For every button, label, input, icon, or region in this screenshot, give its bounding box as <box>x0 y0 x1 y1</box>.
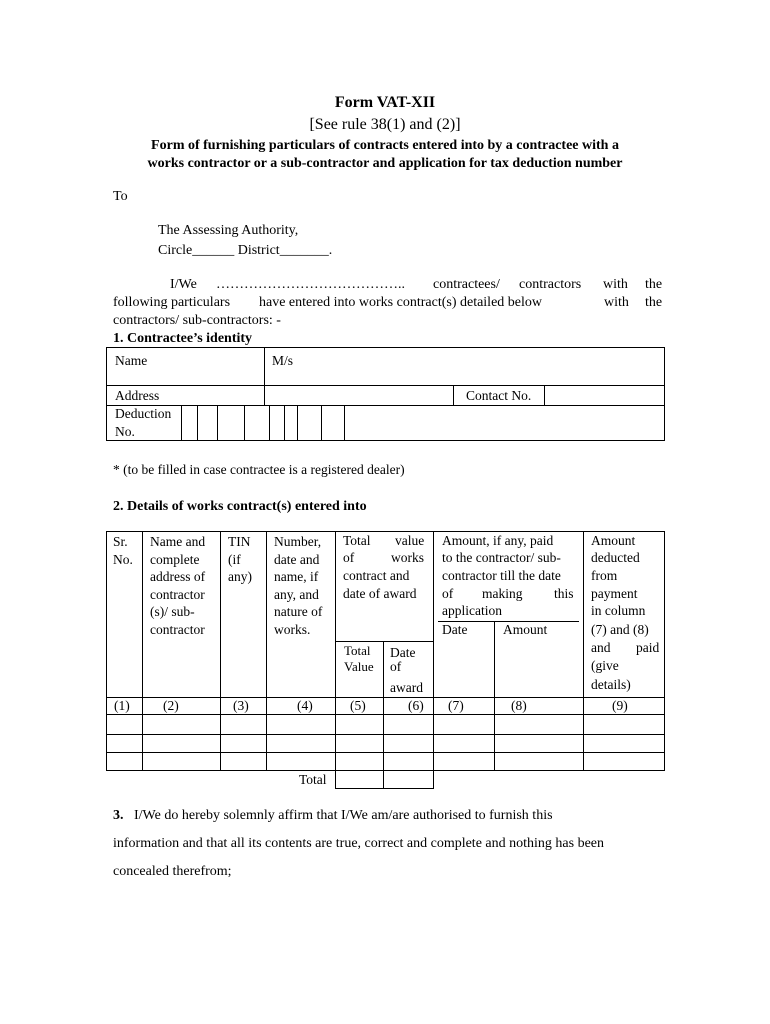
affirmation-line3: concealed therefrom; <box>113 864 232 879</box>
subcol-amount: Amount <box>503 622 548 637</box>
col-number-date: Number, date and name, if any, and nature of works. <box>274 534 323 637</box>
col-amount-deducted-5: in column <box>591 603 646 618</box>
form-subtitle-line1: Form of furnishing particulars of contracts entered into by a contractee with a <box>151 138 619 153</box>
affirmation-line1: I/We do hereby solemnly affirm that I/We am/are authorised to furnish this <box>134 808 553 823</box>
col-total-value-works: works <box>391 550 424 565</box>
col-number: (4) <box>297 698 313 713</box>
col-total-value-a: Total <box>343 533 371 548</box>
form-title: Form VAT-XII <box>334 94 436 111</box>
col-number: (8) <box>511 698 527 713</box>
section2-heading: 2. Details of works contract(s) entered into <box>113 499 367 514</box>
intro-with1: with <box>603 277 628 292</box>
col-amount-deducted-4: payment <box>591 586 638 601</box>
col-amount-paid-making: making <box>482 586 523 601</box>
col-amount-paid-of: of <box>442 586 454 601</box>
subcol-date-of-award-3: award <box>390 680 423 695</box>
affirmation-line2: information and that all its contents are true, correct and complete and nothing has been <box>113 836 604 851</box>
col-amount-paid-1: Amount, if any, paid <box>442 533 554 548</box>
col-amount-paid-application: application <box>442 603 502 618</box>
deduction-no-label: No. <box>115 424 135 439</box>
subcol-date: Date <box>442 622 468 637</box>
intro-dots[interactable]: ………………………………….. <box>216 277 405 292</box>
col-number: (9) <box>612 698 628 713</box>
col-amount-deducted-6: (7) and (8) <box>591 622 649 637</box>
subcol-date-of-award-2: of <box>390 659 402 674</box>
intro-following: following particulars <box>113 295 231 310</box>
col-number: (1) <box>114 698 130 713</box>
col-amount-deducted-give: (give <box>591 658 619 673</box>
subcol-date-of-award-1: Date <box>390 645 416 660</box>
intro-the2: the <box>645 295 663 310</box>
ms-label[interactable]: M/s <box>272 353 294 368</box>
col-number: (6) <box>408 698 424 713</box>
intro-iwe: I/We <box>170 277 197 292</box>
col-amount-paid-3: contractor till the date <box>442 568 561 583</box>
col-total-value-contract: contract and <box>343 568 410 583</box>
col-amount-deducted-1: Amount <box>591 533 636 548</box>
contact-label: Contact No. <box>466 388 532 403</box>
col-total-value-of: of <box>343 550 355 565</box>
col-total-value-b: value <box>395 533 425 548</box>
col-amount-deducted-details: details) <box>591 677 631 692</box>
col-total-value-award: date of award <box>343 586 417 601</box>
col-amount-deducted-and: and <box>591 640 611 655</box>
col-amount-paid-this: this <box>554 586 574 601</box>
assessing-authority: The Assessing Authority, <box>158 223 299 238</box>
intro-contractors-line: contractors/ sub-contractors: - <box>113 313 281 328</box>
intro-with2: with <box>604 295 629 310</box>
intro-contractors: contractors <box>519 277 582 292</box>
col-amount-deducted-paid: paid <box>636 640 660 655</box>
registered-dealer-note: * (to be filled in case contractee is a registered dealer) <box>113 462 405 477</box>
intro-contractees: contractees/ <box>433 277 500 292</box>
section1-heading: 1. Contractee’s identity <box>113 331 253 346</box>
col-amount-deducted-2: deducted <box>591 550 640 565</box>
intro-the1: the <box>645 277 663 292</box>
col-tin: TIN (if any) <box>228 534 252 584</box>
col-number: (2) <box>163 698 179 713</box>
name-label: Name <box>115 353 148 368</box>
intro-have-entered: have entered into works contract(s) detailed below <box>259 295 543 310</box>
col-sr-no: Sr. No. <box>113 534 133 567</box>
address-label: Address <box>115 388 160 403</box>
col-number: (3) <box>233 698 249 713</box>
deduction-label: Deduction <box>115 406 172 421</box>
col-number: (5) <box>350 698 366 713</box>
section3-number: 3. <box>113 808 124 823</box>
rule-reference: [See rule 38(1) and (2)] <box>309 116 461 133</box>
to-label: To <box>113 189 128 204</box>
col-name-address: Name and complete address of contractor (s)/ sub- contractor <box>150 534 206 637</box>
subcol-total-value: Total Value <box>344 643 374 674</box>
form-subtitle-line2: works contractor or a sub-contractor and application for tax deduction number <box>147 156 623 171</box>
col-amount-deducted-3: from <box>591 568 618 583</box>
circle-district: Circle______ District_______. <box>158 243 333 258</box>
col-number: (7) <box>448 698 464 713</box>
total-label: Total <box>299 772 327 787</box>
col-amount-paid-2: to the contractor/ sub- <box>442 550 561 565</box>
